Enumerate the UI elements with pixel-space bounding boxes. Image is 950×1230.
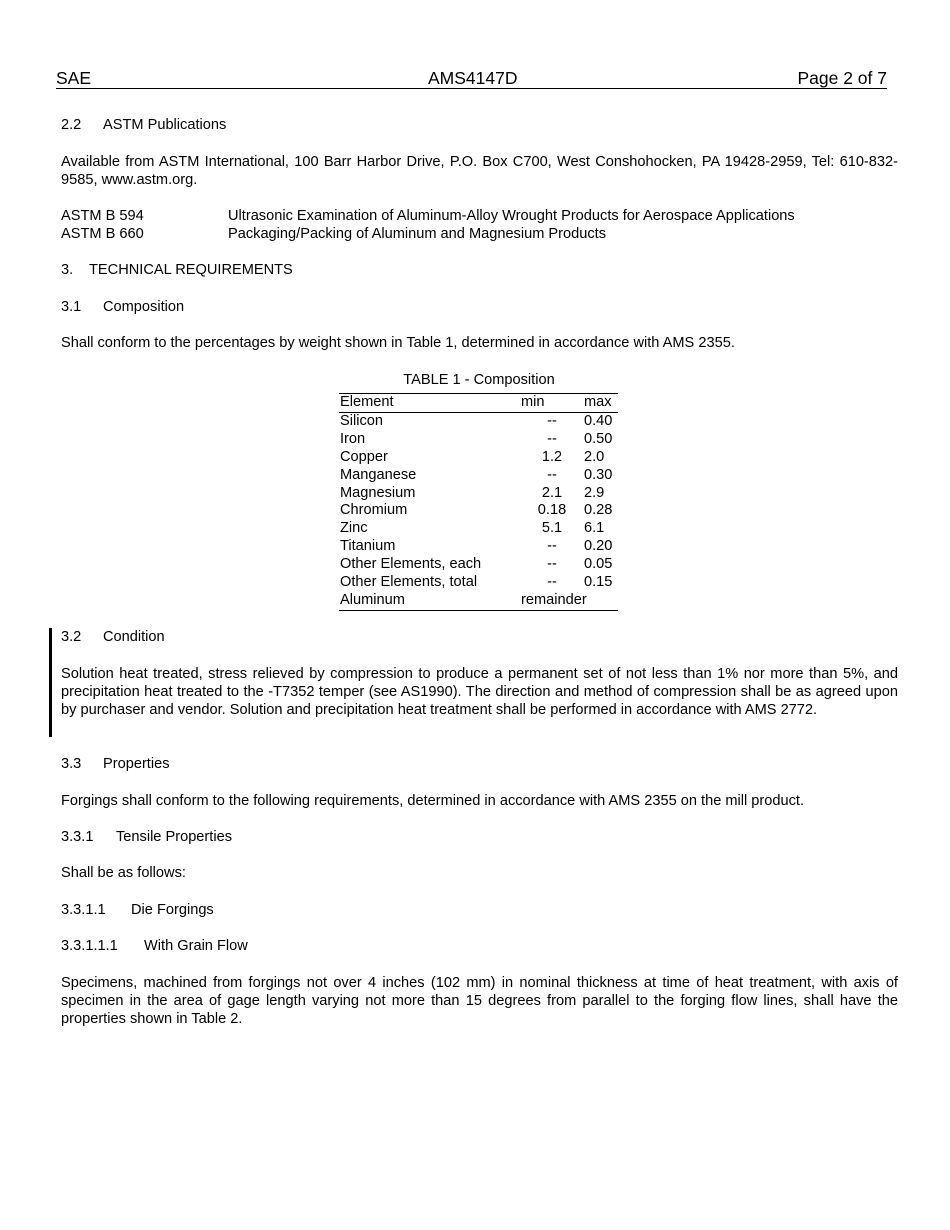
cell-element: Other Elements, total <box>340 574 478 591</box>
cell-max: 0.20 <box>584 538 613 555</box>
section-3-2-text: Solution heat treated, stress relieved by compression to produce a permanent set of not less than 1% nor more than 5%, and precipitation heat treated to the -T7352 temper (see AS1990). The direction and method of compression shall be as agreed upon by purchaser and vendor. Solution and precipitation heat treatment shall be performed in accordance with AMS 2772. <box>61 666 898 718</box>
section-2-2-heading: 2.2 ASTM Publications <box>61 117 227 133</box>
cell-min: 1.2 <box>541 448 563 465</box>
cell-remainder: remainder <box>521 591 587 608</box>
cell-element: Magnesium <box>340 484 416 501</box>
table-header-row <box>339 394 618 413</box>
table-row <box>339 556 618 574</box>
table-row <box>339 431 618 449</box>
cell-min: -- <box>547 538 557 555</box>
table-row <box>339 485 618 503</box>
table-row <box>339 538 618 556</box>
header-doc-number: AMS4147D <box>428 68 518 88</box>
section-3-3-text: Forgings shall conform to the following requirements, determined in accordance with AMS 2355 on the mill product. <box>61 793 805 809</box>
reference-code: ASTM B 660 <box>61 226 144 242</box>
cell-max: 0.40 <box>584 412 613 429</box>
reference-code: ASTM B 594 <box>61 208 144 224</box>
cell-min: -- <box>547 430 557 447</box>
column-header-min: min <box>520 394 583 413</box>
cell-element: Copper <box>340 448 388 465</box>
cell-element: Chromium <box>340 502 408 519</box>
table-body <box>339 412 618 610</box>
cell-element: Manganese <box>340 466 417 483</box>
table-row-aluminum <box>339 592 618 610</box>
page-header <box>56 68 887 89</box>
cell-max: 2.0 <box>584 448 605 465</box>
cell-max: 0.30 <box>584 466 613 483</box>
column-header-max: max <box>583 394 618 413</box>
cell-min: -- <box>547 574 557 591</box>
cell-min: 2.1 <box>541 484 563 501</box>
cell-element: Silicon <box>340 412 383 429</box>
table-row <box>339 412 618 430</box>
cell-max: 0.50 <box>584 430 613 447</box>
cell-max: 0.05 <box>584 556 613 573</box>
cell-max: 0.28 <box>584 502 613 519</box>
cell-min: 5.1 <box>541 520 563 537</box>
table-row <box>339 520 618 538</box>
table-row <box>339 449 618 467</box>
composition-table <box>339 393 618 611</box>
cell-min: -- <box>547 556 557 573</box>
cell-element: Titanium <box>340 538 396 555</box>
section-3-1-text: Shall conform to the percentages by weight shown in Table 1, determined in accordance with AMS 2355. <box>61 335 735 351</box>
table-1-title: TABLE 1 - Composition <box>403 372 555 388</box>
reference-title: Packaging/Packing of Aluminum and Magnesium Products <box>228 226 607 242</box>
section-3-1-heading: 3.1 Composition <box>61 299 185 315</box>
cell-element: Iron <box>340 430 366 447</box>
cell-max: 2.9 <box>584 484 605 501</box>
section-3-3-1-1-1-heading: 3.3.1.1.1 With Grain Flow <box>61 938 248 954</box>
column-header-element: Element <box>339 394 520 413</box>
cell-min: 0.18 <box>537 502 567 519</box>
reference-item <box>61 225 606 243</box>
cell-min: -- <box>547 412 557 429</box>
section-3-3-heading: 3.3 Properties <box>61 756 170 772</box>
section-2-2-text: Available from ASTM International, 100 Barr Harbor Drive, P.O. Box C700, West Conshohocken, PA 19428-2959, Tel: 610-832-9585, www.astm.org. <box>61 154 898 188</box>
section-3-2-heading: 3.2 Condition <box>61 629 165 645</box>
section-3-3-1-1-heading: 3.3.1.1 Die Forgings <box>61 902 214 918</box>
cell-element: Aluminum <box>340 591 405 608</box>
table-row <box>339 574 618 592</box>
section-3-3-1-heading: 3.3.1 Tensile Properties <box>61 829 232 845</box>
cell-element: Zinc <box>340 520 368 537</box>
section-3-heading: 3. TECHNICAL REQUIREMENTS <box>61 262 293 278</box>
revision-change-bar <box>49 628 52 737</box>
section-3-3-1-1-1-text: Specimens, machined from forgings not over 4 inches (102 mm) in nominal thickness at time of heat treatment, with axis of specimen in the area of gage length varying not more than 15 degrees from parallel to the forging flow lines, shall have the properties shown in Table 2. <box>61 975 898 1027</box>
cell-max: 6.1 <box>584 520 605 537</box>
table-row <box>339 467 618 485</box>
table-row <box>339 502 618 520</box>
header-page-number: Page 2 of 7 <box>797 68 887 88</box>
reference-item <box>61 207 795 225</box>
header-org: SAE <box>56 68 92 88</box>
cell-element: Other Elements, each <box>340 556 482 573</box>
section-3-3-1-text: Shall be as follows: <box>61 865 186 881</box>
cell-min: -- <box>547 466 557 483</box>
reference-title: Ultrasonic Examination of Aluminum-Alloy Wrought Products for Aerospace Applications <box>228 208 795 224</box>
cell-max: 0.15 <box>584 574 613 591</box>
